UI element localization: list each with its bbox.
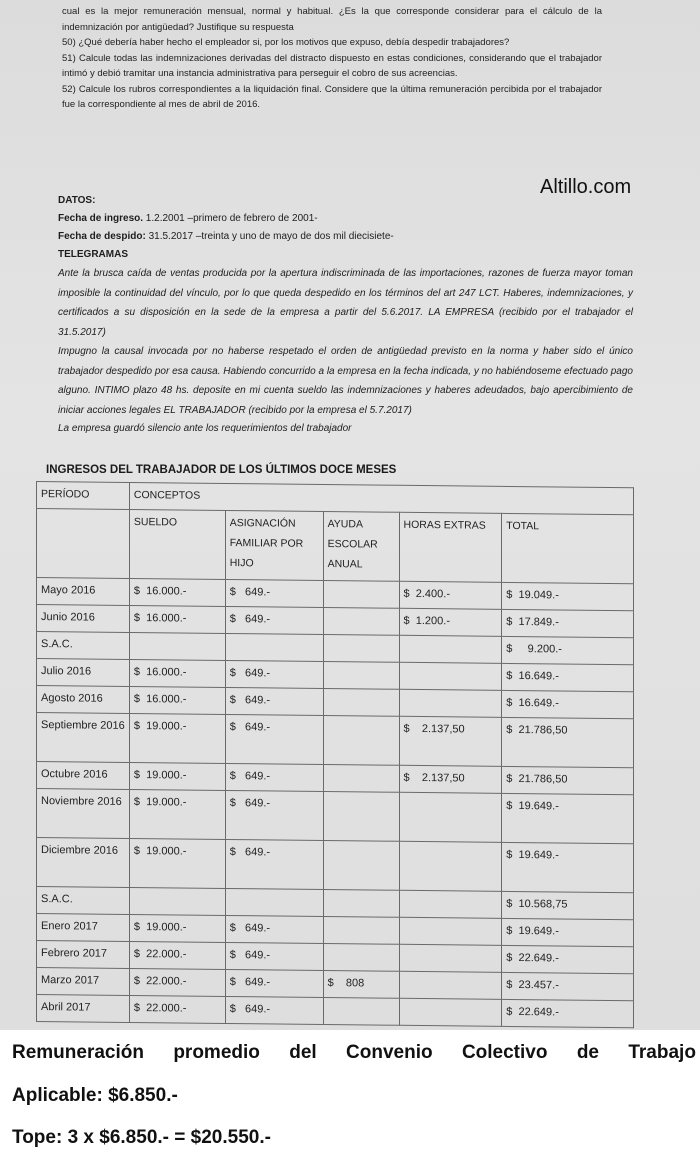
cell-sueldo (129, 887, 225, 915)
cell-total: $ 19.649.- (502, 918, 634, 946)
tope-line: Tope: 3 x $6.850.- = $20.550.- (12, 1127, 271, 1148)
table-body (37, 578, 634, 1028)
cell-sueldo: $ 22.000.- (129, 941, 225, 969)
cell-asig (225, 888, 323, 916)
cell-ayuda (323, 917, 399, 945)
cell-total: $ 16.649.- (502, 663, 634, 691)
cell-asig: $ 649.- (225, 942, 323, 970)
cell-ayuda (323, 841, 399, 891)
convenio-word: Convenio (346, 1042, 433, 1063)
cell-total: $ 10.568,75 (502, 891, 634, 919)
cell-ayuda (323, 944, 399, 972)
convenio-word: Colectivo (461, 1042, 548, 1063)
convenio-word: Remuneración (12, 1042, 144, 1063)
cell-ayuda (323, 689, 399, 717)
cell-horas (399, 944, 502, 972)
telegrama-trabajador: Impugno la causal invocada por no haberse respetado el orden de antigüedad previsto en la norma y haber sido el único trabajador despedido por esa causa. Habiendo concurrido a la empresa en la fecha indicada, y no habiéndoseme efectuado pago alguno. INTIMO plazo 48 hs. deposite en mi cuenta sueldo las indemnizaciones y haberes adeudados, bajo apercibimiento de iniciar acciones legales EL TRABAJADOR (recibido por la empresa el 5.7.2017) (58, 346, 633, 416)
cell-ayuda (323, 581, 399, 609)
cell-asig: $ 649.- (225, 606, 323, 634)
cell-periodo: Agosto 2016 (37, 686, 130, 714)
cell-horas (399, 890, 502, 918)
cell-sueldo: $ 16.000.- (129, 578, 225, 606)
table-row (37, 995, 634, 1028)
cell-total: $ 21.786,50 (502, 717, 634, 767)
cell-ayuda (323, 890, 399, 918)
cell-periodo: Junio 2016 (37, 605, 130, 633)
cell-sueldo: $ 22.000.- (129, 995, 225, 1023)
cell-asig: $ 649.- (225, 839, 323, 889)
cell-periodo: Septiembre 2016 (37, 713, 130, 763)
cell-total: $ 19.649.- (502, 842, 634, 892)
fecha-ingreso-line (58, 210, 638, 228)
question-49-tail: cual es la mejor remuneración mensual, normal y habitual. ¿Es la que corresponde considerar para el cálculo de la indemnización por antigüedad? Justifique su respuesta (62, 6, 602, 33)
convenio-word: del (289, 1042, 317, 1063)
fecha-despido-label: Fecha de despido: (58, 231, 146, 242)
cell-horas (399, 917, 502, 945)
telegramas-heading: TELEGRAMAS (58, 249, 128, 260)
convenio-word: promedio (173, 1042, 260, 1063)
cell-periodo: S.A.C. (37, 632, 130, 660)
fecha-despido-line (58, 228, 638, 246)
cell-horas: $ 2.137,50 (399, 716, 502, 766)
cell-periodo: Marzo 2017 (37, 968, 130, 996)
fecha-ingreso-value: 1.2.2001 –primero de febrero de 2001- (143, 213, 318, 224)
ayuda-header: AYUDA ESCOLAR ANUAL (323, 512, 399, 582)
cell-horas: $ 1.200.- (399, 608, 502, 636)
cell-asig: $ 649.- (225, 579, 323, 607)
cell-sueldo (129, 632, 225, 660)
table-title: INGRESOS DEL TRABAJADOR DE LOS ÚLTIMOS DOCE MESES (46, 464, 397, 476)
cell-total: $ 22.649.- (502, 999, 634, 1027)
cell-ayuda (323, 765, 399, 793)
cell-total: $ 19.049.- (502, 582, 634, 610)
cell-periodo: Mayo 2016 (37, 578, 130, 606)
cell-horas (399, 841, 502, 891)
cell-asig: $ 649.- (225, 763, 323, 791)
datos-section (58, 192, 638, 437)
question-50: 50) ¿Qué debería haber hecho el empleador si, por los motivos que expuso, debía despedir trabajadores? (62, 37, 510, 48)
cell-ayuda (323, 716, 399, 766)
cell-horas (399, 662, 502, 690)
cell-sueldo: $ 22.000.- (129, 968, 225, 996)
table-row (37, 789, 634, 844)
cell-total: $ 17.849.- (502, 609, 634, 637)
datos-heading: DATOS: (58, 195, 96, 206)
cell-sueldo: $ 16.000.- (129, 659, 225, 687)
aplicable-line: Aplicable: $6.850.- (12, 1085, 178, 1106)
fecha-ingreso-label: Fecha de ingreso. (58, 213, 144, 224)
cell-asig: $ 649.- (225, 996, 323, 1024)
cell-periodo: Abril 2017 (37, 995, 130, 1023)
cell-asig: $ 649.- (225, 714, 323, 764)
convenio-line (12, 1042, 696, 1076)
header-row-columns (37, 509, 634, 584)
cell-periodo: Diciembre 2016 (37, 838, 130, 888)
cell-asig: $ 649.- (225, 790, 323, 840)
cell-total: $ 22.649.- (502, 945, 634, 973)
cell-horas (399, 998, 502, 1026)
watermark-text: Altillo.com (540, 176, 632, 198)
cell-horas (399, 689, 502, 717)
income-table (36, 481, 634, 1028)
cell-periodo: Octubre 2016 (37, 762, 130, 790)
telegrama-empresa: Ante la brusca caída de ventas producida por la apertura indiscriminada de las importaciones, razones de fuerza mayor toman imposible la continuidad del vínculo, por lo que queda despedido en los términos del art 247 LCT. Haberes, indemnizaciones, y certificados a su disposición en la sede de la empresa a partir del 5.6.2017. LA EMPRESA (recibido por el trabajador el 31.5.2017) (58, 268, 633, 338)
cell-total: $ 19.649.- (502, 793, 634, 843)
cell-sueldo: $ 16.000.- (129, 605, 225, 633)
fecha-despido-value: 31.5.2017 –treinta y uno de mayo de dos mil diecisiete- (145, 231, 394, 242)
table-row (37, 838, 634, 893)
cell-periodo: Febrero 2017 (37, 941, 130, 969)
cell-asig: $ 649.- (225, 969, 323, 997)
cell-total: $ 21.786,50 (502, 766, 634, 794)
sueldo-header: SUELDO (129, 509, 225, 579)
convenio-word: Trabajo (628, 1042, 696, 1063)
cell-sueldo: $ 19.000.- (129, 914, 225, 942)
cell-horas: $ 2.400.- (399, 581, 502, 609)
cell-sueldo: $ 16.000.- (129, 686, 225, 714)
cell-periodo: Enero 2017 (37, 914, 130, 942)
cell-horas (399, 971, 502, 999)
cell-periodo: S.A.C. (37, 887, 130, 915)
cell-horas (399, 635, 502, 663)
cell-sueldo: $ 19.000.- (129, 713, 225, 763)
conceptos-header: CONCEPTOS (129, 482, 633, 514)
cell-ayuda (323, 998, 399, 1026)
cell-ayuda (323, 635, 399, 663)
cell-ayuda (323, 608, 399, 636)
cell-periodo: Noviembre 2016 (37, 789, 130, 839)
question-52: 52) Calcule los rubros correspondientes a la liquidación final. Considere que la última remuneración percibida por el trabajador fue la correspondiente al mes de abril de 2016. (62, 83, 602, 110)
convenio-word: de (576, 1042, 599, 1063)
cell-horas: $ 2.137,50 (399, 765, 502, 793)
cell-asig: $ 649.- (225, 687, 323, 715)
asignacion-header: ASIGNACIÓN FAMILIAR POR HIJO (225, 510, 323, 580)
cell-total: $ 9.200.- (502, 636, 634, 664)
silencio-empresa: La empresa guardó silencio ante los requerimientos del trabajador (58, 423, 352, 434)
question-51: 51) Calcule todas las indemnizaciones derivadas del distracto dispuesto en estas condiciones, considerando que el trabajador intimó y debió tramitar una instancia administrativa para perseguir el cobro de sus acreencias. (62, 52, 602, 79)
horas-header: HORAS EXTRAS (399, 512, 502, 582)
cell-periodo: Julio 2016 (37, 659, 130, 687)
cell-asig: $ 649.- (225, 660, 323, 688)
table-row (37, 713, 634, 768)
cell-sueldo: $ 19.000.- (129, 838, 225, 888)
footer-notes (12, 1042, 696, 1155)
cell-sueldo: $ 19.000.- (129, 762, 225, 790)
header-empty-cell (37, 509, 130, 579)
periodo-header: PERÍODO (37, 482, 130, 510)
cell-total: $ 16.649.- (502, 690, 634, 718)
cell-ayuda: $ 808 (323, 971, 399, 999)
cell-total: $ 23.457.- (502, 972, 634, 1000)
cell-ayuda (323, 792, 399, 842)
questions-block (62, 4, 602, 113)
cell-sueldo: $ 19.000.- (129, 789, 225, 839)
total-header: TOTAL (502, 513, 634, 583)
cell-asig: $ 649.- (225, 915, 323, 943)
cell-ayuda (323, 662, 399, 690)
cell-horas (399, 792, 502, 842)
cell-asig (225, 633, 323, 661)
